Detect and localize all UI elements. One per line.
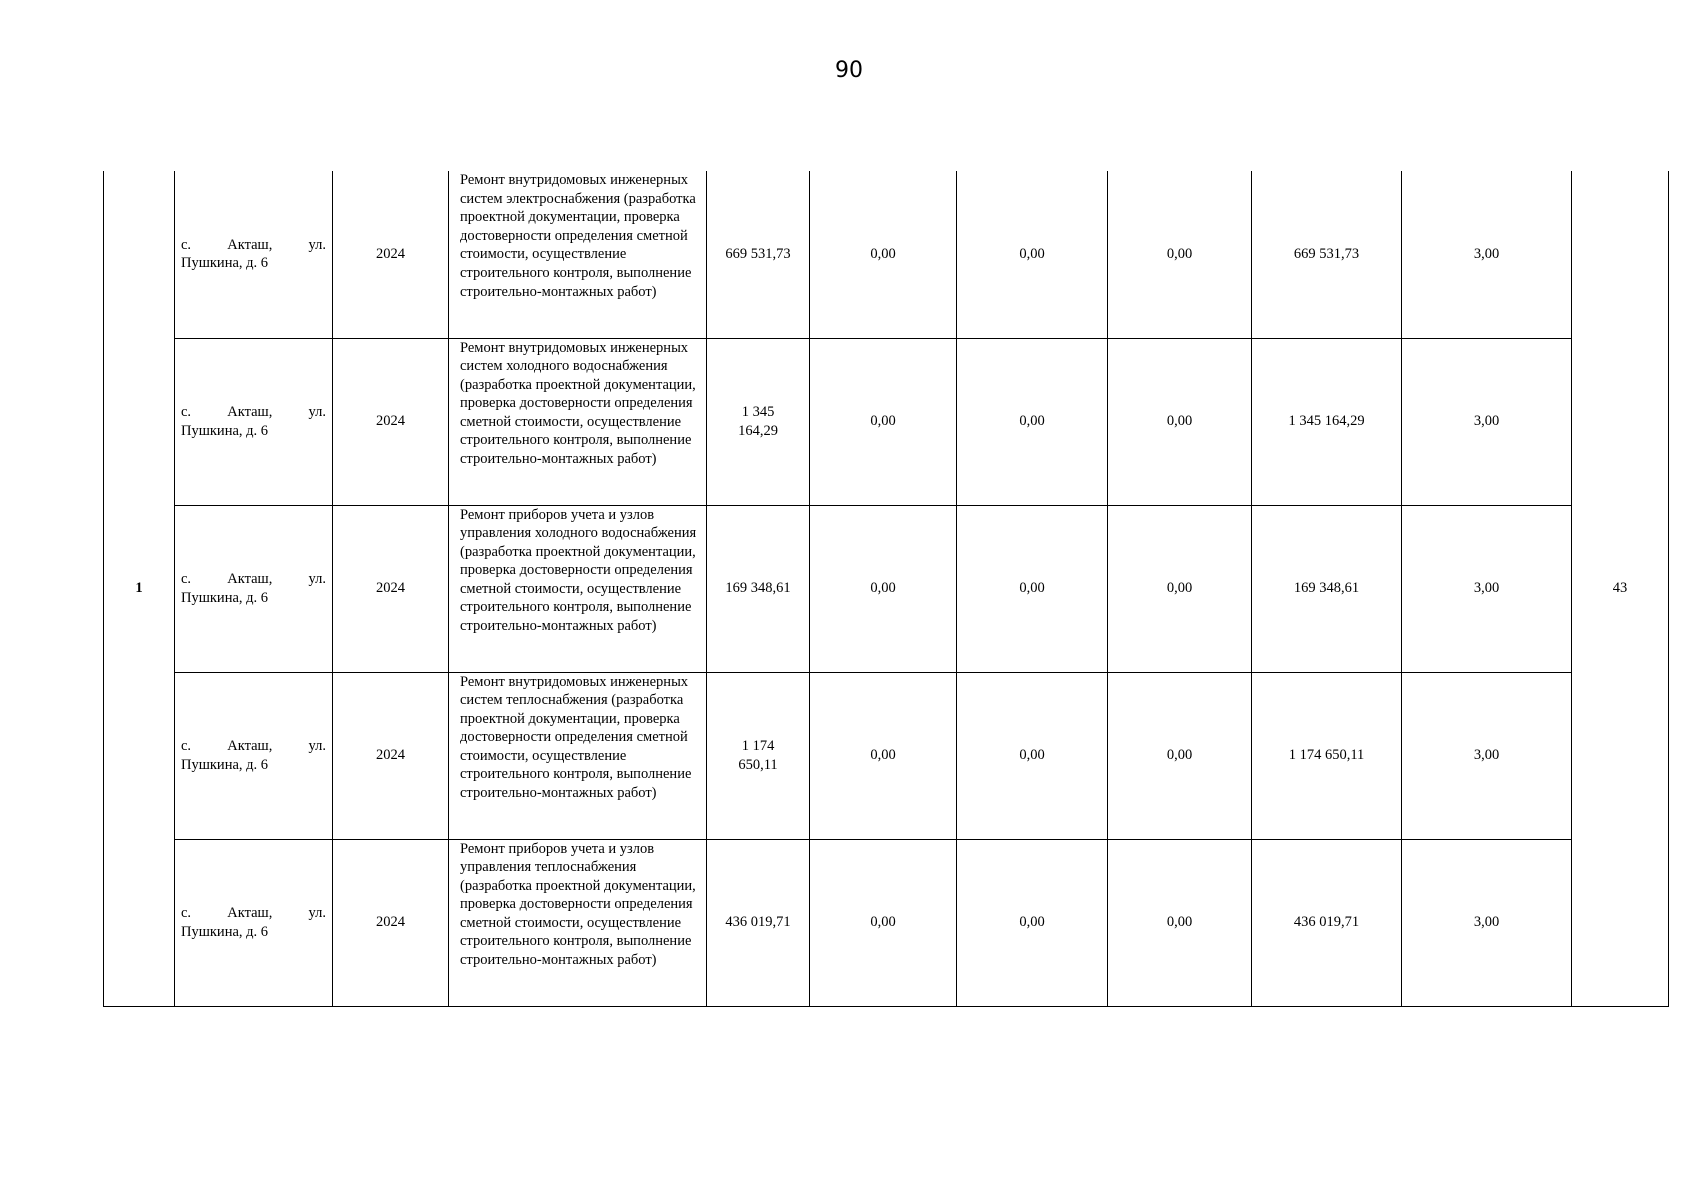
year-cell: 2024 [333, 672, 449, 839]
address-word: ул. [308, 236, 326, 253]
value-cell-7: 0,00 [957, 338, 1108, 505]
address-line-1 [181, 403, 326, 422]
capital-repair-table [103, 171, 1669, 1007]
address-word: Акташ, [227, 904, 273, 921]
value-cell-9: 1 345 164,29 [1252, 338, 1402, 505]
value-cell-8: 0,00 [1108, 505, 1252, 672]
address-word: с. [181, 904, 192, 921]
table-row [104, 338, 1669, 505]
value-cell-6: 0,00 [810, 171, 957, 338]
address-word: с. [181, 403, 192, 420]
address-cell [175, 338, 333, 505]
value-cell-8: 0,00 [1108, 338, 1252, 505]
row-number-cell: 1 [104, 171, 175, 1006]
value-cell-10: 3,00 [1402, 171, 1572, 338]
work-description-cell: Ремонт приборов учета и узлов управления холодного водоснабжения (разработка проектной документации, проверка достоверности определения сметной стоимости, осуществление строительного контроля, выполнение строительно-монтажных работ) [449, 505, 707, 672]
table-row [104, 505, 1669, 672]
value-cell-10: 3,00 [1402, 672, 1572, 839]
value-cell-8: 0,00 [1108, 672, 1252, 839]
table-row [104, 171, 1669, 338]
value-cell-9: 169 348,61 [1252, 505, 1402, 672]
address-line-1 [181, 570, 326, 589]
address-cell [175, 672, 333, 839]
address-cell [175, 171, 333, 338]
page-number: 90 [835, 58, 863, 83]
table-body [104, 171, 1669, 1006]
value-cell-7: 0,00 [957, 672, 1108, 839]
address-word: ул. [308, 403, 326, 420]
value-cell-6: 0,00 [810, 672, 957, 839]
year-cell: 2024 [333, 338, 449, 505]
value-cell-6: 0,00 [810, 839, 957, 1006]
work-description-cell: Ремонт внутридомовых инженерных систем теплоснабжения (разработка проектной документации, проверка достоверности определения сметной стоимости, осуществление строительного контроля, выполнение строительно-монтажных работ) [449, 672, 707, 839]
value-cell-10: 3,00 [1402, 839, 1572, 1006]
value-cell-10: 3,00 [1402, 505, 1572, 672]
address-cell [175, 839, 333, 1006]
value-cell-6: 0,00 [810, 338, 957, 505]
total-cost-cell: 1 174 650,11 [707, 672, 810, 839]
address-word: Акташ, [227, 236, 273, 253]
address-word: ул. [308, 570, 326, 587]
address-line-2: Пушкина, д. 6 [181, 756, 269, 773]
address-word: Акташ, [227, 570, 273, 587]
value-cell-8: 0,00 [1108, 839, 1252, 1006]
address-word: с. [181, 737, 192, 754]
total-cost-cell: 669 531,73 [707, 171, 810, 338]
year-cell: 2024 [333, 839, 449, 1006]
work-description-cell: Ремонт внутридомовых инженерных систем электроснабжения (разработка проектной документации, проверка достоверности определения сметной стоимости, осуществление строительного контроля, выполнение строительно-монтажных работ) [449, 171, 707, 338]
address-word: Акташ, [227, 737, 273, 754]
work-description-cell: Ремонт приборов учета и узлов управления теплоснабжения (разработка проектной документации, проверка достоверности определения сметной стоимости, осуществление строительного контроля, выполнение строительно-монтажных работ) [449, 839, 707, 1006]
address-word: с. [181, 236, 192, 253]
total-cost-cell: 436 019,71 [707, 839, 810, 1006]
value-cell-8: 0,00 [1108, 171, 1252, 338]
total-cost-cell: 169 348,61 [707, 505, 810, 672]
value-cell-7: 0,00 [957, 505, 1108, 672]
value-cell-6: 0,00 [810, 505, 957, 672]
value-cell-9: 669 531,73 [1252, 171, 1402, 338]
value-cell-9: 1 174 650,11 [1252, 672, 1402, 839]
address-line-2: Пушкина, д. 6 [181, 589, 269, 606]
address-word: с. [181, 570, 192, 587]
last-column-cell: 43 [1572, 171, 1669, 1006]
table-row [104, 672, 1669, 839]
value-cell-9: 436 019,71 [1252, 839, 1402, 1006]
address-word: Акташ, [227, 403, 273, 420]
table-row [104, 839, 1669, 1006]
address-cell [175, 505, 333, 672]
year-cell: 2024 [333, 505, 449, 672]
value-cell-7: 0,00 [957, 839, 1108, 1006]
value-cell-7: 0,00 [957, 171, 1108, 338]
address-line-1 [181, 236, 326, 255]
total-cost-cell: 1 345 164,29 [707, 338, 810, 505]
address-word: ул. [308, 737, 326, 754]
work-description-cell: Ремонт внутридомовых инженерных систем холодного водоснабжения (разработка проектной документации, проверка достоверности определения сметной стоимости, осуществление строительного контроля, выполнение строительно-монтажных работ) [449, 338, 707, 505]
address-line-2: Пушкина, д. 6 [181, 422, 269, 439]
address-line-2: Пушкина, д. 6 [181, 255, 269, 272]
address-line-1 [181, 737, 326, 756]
value-cell-10: 3,00 [1402, 338, 1572, 505]
address-word: ул. [308, 904, 326, 921]
year-cell: 2024 [333, 171, 449, 338]
address-line-2: Пушкина, д. 6 [181, 923, 269, 940]
address-line-1 [181, 904, 326, 923]
